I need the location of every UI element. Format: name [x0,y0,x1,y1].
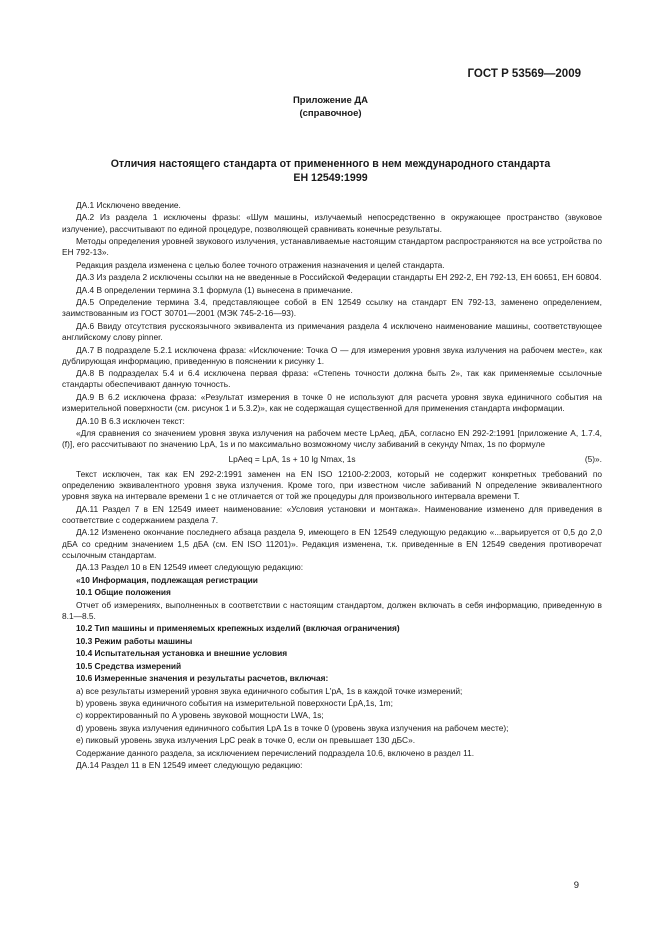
appendix-heading [0,94,661,120]
paragraph: ДА.10 В 6.3 исключен текст: [76,415,185,426]
paragraph: ДА.14 Раздел 11 в EN 12549 имеет следующую редакцию: [76,760,303,771]
title-line-2: ЕН 12549:1999 [293,172,368,184]
title-line-1: Отличия настоящего стандарта от примененного в нем международного стандарта [110,158,551,170]
section-heading: 10.3 Режим работы машины [76,635,193,646]
section-heading: «10 Информация, подлежащая регистрации [76,574,258,585]
section-heading: 10.4 Испытательная установка и внешние условия [76,648,288,659]
paragraph: ДА.3 Из раздела 2 исключены ссылки на не введенные в Российской Федерации стандарты ЕН 292-2, ЕН 792-13, ЕН 60651, ЕН 60804. [76,272,602,283]
appendix-kind: (справочное) [299,108,362,119]
paragraph: e) пиковый уровень звука излучения LpC peak в точке 0, если он превышает 130 дБC». [76,735,416,746]
paragraph: ДА.8 В подразделах 5.4 и 6.4 исключена первая фраза: «Степень точности должна быть 2», так как применяемые ссылочные стандарты обеспечивают данную точность. [62,368,602,390]
document-body [62,200,602,773]
paragraph: Методы определения уровней звукового излучения, устанавливаемые настоящим стандартом распространяются на все устройства по ЕН 792-13». [62,236,602,258]
document-id-header: ГОСТ Р 53569—2009 [467,68,581,80]
paragraph: Текст исключен, так как EN 292-2:1991 заменен на EN ISO 12100-2:2003, который не содержит конкретных требований по определению эквивалентного уровня звука излучения. Кроме того, при известном числе забиваний N определение эквивалентного уровня звука на интервале времени 1 с не отличается от той же процедуры для произвольного интервала времени T. [62,468,602,502]
formula-number: (5)». [584,453,602,464]
paragraph: d) уровень звука излучения единичного события LpA 1s в точке 0 (уровень звука излучения на рабочем месте); [76,722,509,733]
document-title [60,157,601,185]
paragraph: ДА.6 Ввиду отсутствия русскоязычного эквивалента из примечания раздела 4 исключено наименование машины, соответствующее английскому слову pinner. [62,320,602,343]
page-number: 9 [573,880,579,891]
appendix-label: Приложение ДА [292,95,369,106]
section-heading: 10.5 Средства измерений [76,660,182,671]
paragraph: a) все результаты измерений уровня звука единичного события L'pA, 1s в каждой точке измерений; [76,685,463,696]
paragraph: ДА.1 Исключено введение. [76,200,181,210]
paragraph: c) корректированный по A уровень звуковой мощности LWA, 1s; [76,710,324,721]
paragraph: ДА.11 Раздел 7 в EN 12549 имеет наименование: «Условия установки и монтажа». Наименование изменено для приведения в соответствие с содержанием раздела 7. [62,503,602,525]
paragraph: ДА.5 Определение термина 3.4, представляющее собой в EN 12549 ссылку на стандарт EN 792-13, заменено определением, заимствованным из ГОСТ 30701—2001 (МЭК 745-2-16—93). [62,297,602,319]
paragraph: Редакция раздела изменена с целью более точного отражения назначения и целей стандарта. [76,259,445,270]
paragraph: ДА.9 В 6.2 исключена фраза: «Результат измерения в точке 0 не используют для расчета уровня звука единичного события на измерительной поверхности (см. рисунок 1 и 5.3.2)», как не содержащая существенной для применения стандарта информации. [62,391,602,414]
formula [62,454,602,465]
paragraph: Отчет об измерениях, выполненных в соответствии с настоящим стандартом, должен включать в себя информацию, приведенную в 8.1—8.5. [62,599,602,621]
paragraph: ДА.4 В определении термина 3.1 формула (1) вынесена в примечание. [76,284,353,295]
paragraph: Содержание данного раздела, за исключением перечислений подраздела 10.6, включено в раздел 11. [76,747,475,758]
paragraph: ДА.13 Раздел 10 в EN 12549 имеет следующую редакцию: [76,562,304,573]
section-heading: 10.2 Тип машины и применяемых крепежных изделий (включая ограничения) [76,623,400,634]
section-heading: 10.1 Общие положения [76,587,171,598]
section-heading: 10.6 Измеренные значения и результаты расчетов, включая: [76,673,329,684]
paragraph: b) уровень звука единичного события на измерительной поверхности L̄pA,1s, 1m; [76,697,393,708]
paragraph: ДА.12 Изменено окончание последнего абзаца раздела 9, имеющего в EN 12549 следующую редакцию «...варьируется от 0,5 до 2,0 дБА со средним значением 1,5 дБА (см. EN ISO 11201)». Редакция изменена, т.к. приведенные в EN 12549 сведения противоречат ссылочным стандартам. [62,527,602,560]
formula-expression: LpAeq = LpA, 1s + 10 lg Nmax, 1s [228,453,356,464]
paragraph: ДА.2 Из раздела 1 исключены фразы: «Шум машины, излучаемый непосредственно в окружающее пространство (звуковое излучение), рассчитывают по единой процедуре, позволяющей сравнивать конечные результаты. [62,212,602,234]
paragraph: ДА.7 В подразделе 5.2.1 исключена фраза: «Исключение: Точка О — для измерения уровня звука излучения на рабочем месте», как дублирующая информацию, приведенную в пояснении к рисунку 1. [62,344,602,366]
paragraph: «Для сравнения со значением уровня звука излучения на рабочем месте LpAeq, дБА, согласно EN 292-2:1991 [приложение А, 1.7.4, (f)], его рассчитывают по значению LpA, 1s и по максимально возможному числу забиваний в секунду Nmax, 1s по формуле [62,428,602,450]
